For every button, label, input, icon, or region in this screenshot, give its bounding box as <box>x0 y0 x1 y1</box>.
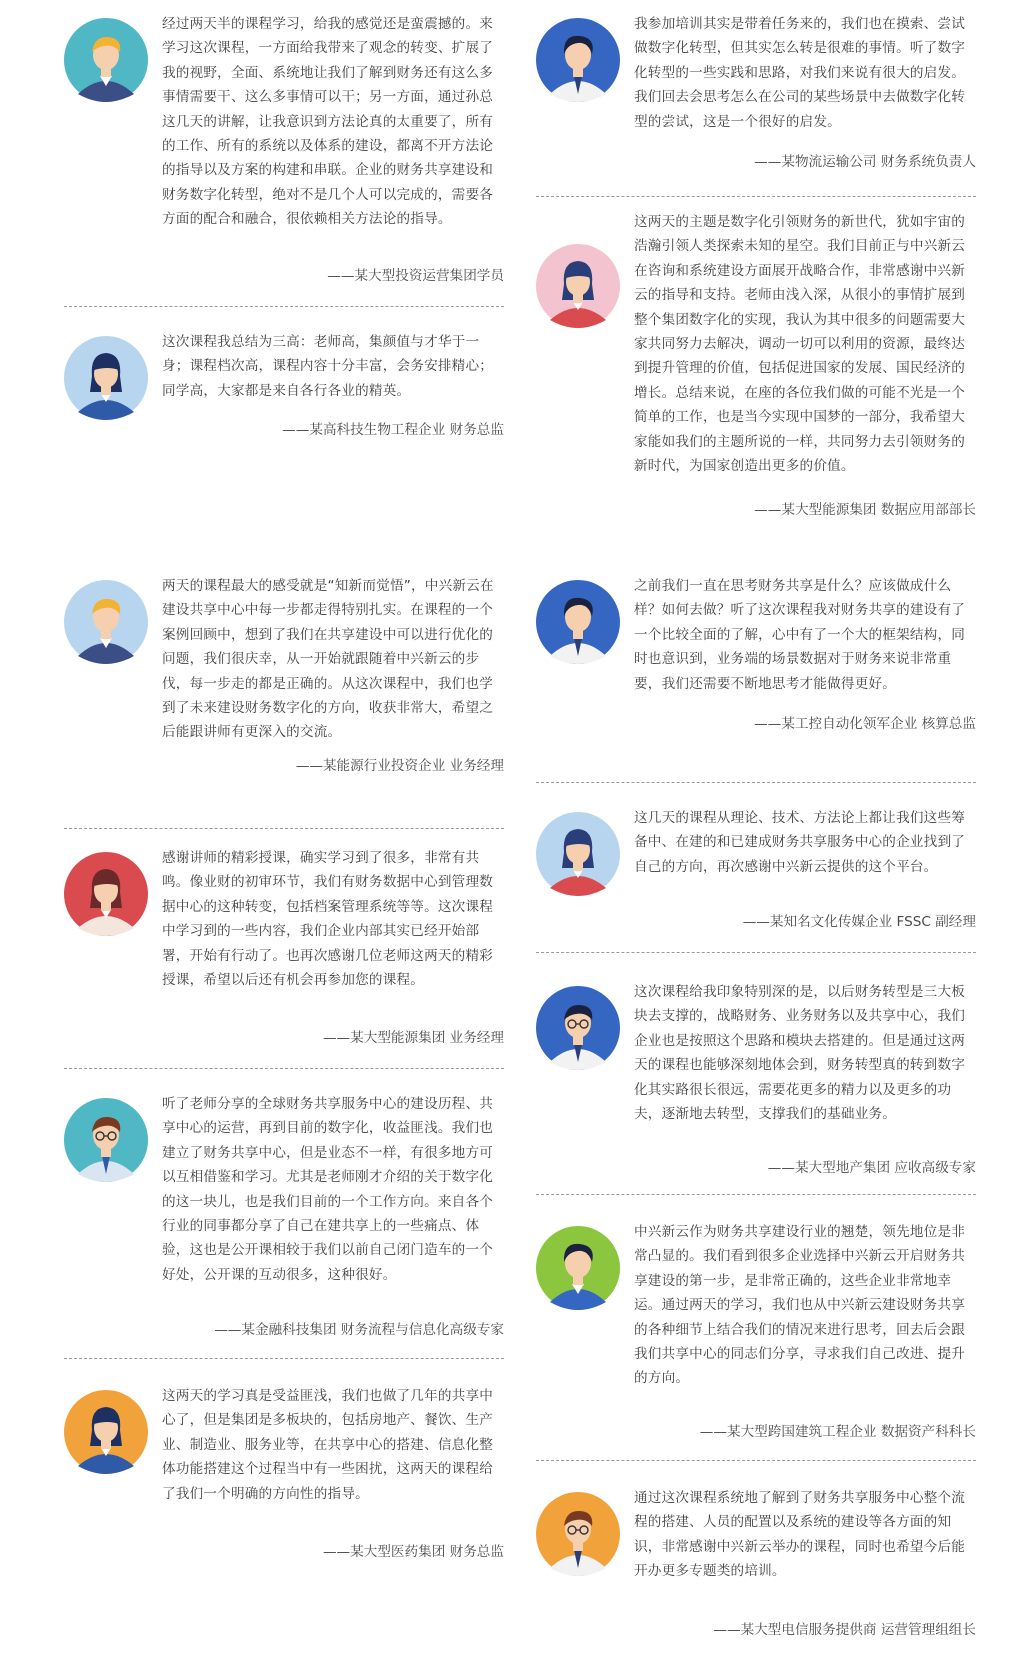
avatar-man-dark-hair-icon <box>536 18 620 102</box>
testimonial-text: 听了老师分享的全球财务共享服务中心的建设历程、共享中心的运营，再到目前的数字化，收益匪浅。我们也建立了财务共享中心，但是业态不一样，有很多地方可以互相借鉴和学习。尤其是老师刚才介绍的关于数字化的这一块儿，也是我们目前的一个工作方向。来自各个行业的同事都分享了自己在建共享上的一些痛点、体验，这也是公开课相较于我们以前自己闭门造车的一个好处，公开课的互动很多，这种很好。 <box>162 1096 494 1283</box>
testimonial-text: 这次课程给我印象特别深的是，以后财务转型是三大板块去支撑的，战略财务、业务财务以及共享中心，我们企业也是按照这个思路和模块去搭建的。但是通过这两天的课程也能够深刻地体会到，财务转型真的转到数字化其实路很长很远，需要花更多的精力以及更多的功夫，逐渐地去转型，支撑我们的基础业务。 <box>634 984 966 1123</box>
testimonial-text: 经过两天半的课程学习，给我的感觉还是蛮震撼的。来学习这次课程，一方面给我带来了观念的转变、扩展了我的视野，全面、系统地让我们了解到财务还有这么多事情需要干、这么多事情可以干；另一方面，通过孙总这几天的讲解，让我意识到方法论真的太重要了，所有的工作、所有的系统以及体系的建设，都离不开方法论的指导以及方案的构建和串联。企业的财务共享建设和财务数字化转型，绝对不是几个人可以完成的，需要各方面的配合和融合，很依赖相关方法论的指导。 <box>162 16 494 228</box>
testimonial-author: ——某物流运输公司 财务系统负责人 <box>754 154 976 170</box>
testimonial-author: ——某高科技生物工程企业 财务总监 <box>282 422 504 438</box>
avatar-woman-icon <box>64 336 148 420</box>
avatar-man-dark-hair-icon <box>536 1226 620 1310</box>
testimonial-text: 这次课程我总结为三高：老师高，集颜值与才华于一身；课程档次高，课程内容十分丰富，会务安排精心；同学高，大家都是来自各行各业的精英。 <box>162 334 494 399</box>
testimonial-author: ——某大型地产集团 应收高级专家 <box>767 1160 976 1176</box>
dashed-divider <box>536 196 976 197</box>
avatar-woman-icon <box>536 812 620 896</box>
avatar-man-glasses-icon <box>536 1492 620 1576</box>
testimonial-author: ——某大型投资运营集团学员 <box>327 268 504 284</box>
dashed-divider <box>536 782 976 783</box>
avatar-man-glasses-icon <box>536 986 620 1070</box>
dashed-divider <box>536 1194 976 1195</box>
testimonial-author: ——某大型医药集团 财务总监 <box>322 1544 504 1560</box>
dashed-divider <box>64 1068 504 1069</box>
testimonial-text: 两天的课程最大的感受就是“知新而觉悟”，中兴新云在建设共享中心中每一步都走得特别扎实。在课程的一个案例回顾中，想到了我们在共享建设中可以进行优化的问题，我们很庆幸，从一开始就跟随着中兴新云的步伐，每一步走的都是正确的。从这次课程中，我们也学到了未来建设财务数字化的方向，收获非常大，希望之后能跟讲师有更深入的交流。 <box>162 578 494 741</box>
testimonial-text: 这两天的主题是数字化引领财务的新世代，犹如宇宙的浩瀚引领人类探索未知的星空。我们目前正与中兴新云在咨询和系统建设方面展开战略合作，非常感谢中兴新云的指导和支持。老师由浅入深，从很小的事情扩展到整个集团数字化的实现，我认为其中很多的问题需要大家共同努力去解决，调动一切可以利用的资源，最终达到提升管理的价值，包括促进国家的发展、国民经济的增长。总结来说，在座的各位我们做的可能不光是一个简单的工作，也是当今实现中国梦的一部分，我希望大家能如我们的主题所说的一样，共同努力去引领财务的新时代，为国家创造出更多的价值。 <box>634 214 966 475</box>
testimonial-text: 我参加培训其实是带着任务来的，我们也在摸索、尝试做数字化转型，但其实怎么转是很难的事情。听了数字化转型的一些实践和思路，对我们来说有很大的启发。我们回去会思考怎么在公司的某些场景中去做数字化转型的尝试，这是一个很好的启发。 <box>634 16 966 130</box>
testimonial-author: ——某金融科技集团 财务流程与信息化高级专家 <box>214 1322 504 1338</box>
testimonial-text: 之前我们一直在思考财务共享是什么？应该做成什么样？如何去做？听了这次课程我对财务共享的建设有了一个比较全面的了解，心中有了一个大的框架结构，同时也意识到，业务端的场景数据对于财务来说非常重要，我们还需要不断地思考才能做得更好。 <box>634 578 966 692</box>
dashed-divider <box>64 1358 504 1359</box>
testimonial-text: 这两天的学习真是受益匪浅，我们也做了几年的共享中心了，但是集团是多板块的，包括房地产、餐饮、生产业、制造业、服务业等，在共享中心的搭建、信息化整体功能搭建这个过程当中有一些困扰，这两天的课程给了我们一个明确的方向性的指导。 <box>162 1388 494 1502</box>
avatar-woman-icon <box>64 1390 148 1474</box>
avatar-woman-icon <box>536 244 620 328</box>
avatar-man-dark-hair-icon <box>536 580 620 664</box>
avatar-man-blond-icon <box>64 18 148 102</box>
avatar-man-glasses-icon <box>64 1098 148 1182</box>
testimonial-author: ——某工控自动化领军企业 核算总监 <box>754 716 976 732</box>
dashed-divider <box>536 952 976 953</box>
testimonial-author: ——某大型电信服务提供商 运营管理组组长 <box>713 1622 976 1638</box>
dashed-divider <box>536 1460 976 1461</box>
testimonial-text: 中兴新云作为财务共享建设行业的翘楚，领先地位是非常凸显的。我们看到很多企业选择中兴新云开启财务共享建设的第一步，是非常正确的，这些企业非常地幸运。通过两天的学习，我们也从中兴新云建设财务共享的各种细节上结合我们的情况来进行思考，回去后会跟我们共享中心的同志们分享，寻求我们自己改进、提升的方向。 <box>634 1224 966 1387</box>
dashed-divider <box>64 306 504 307</box>
testimonial-author: ——某大型能源集团 数据应用部部长 <box>754 502 976 518</box>
avatar-man-blond-icon <box>64 580 148 664</box>
testimonial-text: 感谢讲师的精彩授课，确实学习到了很多，非常有共鸣。像业财的初审环节，我们有财务数据中心到管理数据中心的这种转变，包括档案管理系统等等。这次课程中学习到的一些内容，我们企业内部其实已经开始部署，开始有行动了。也再次感谢几位老师这两天的精彩授课，希望以后还有机会再参加您的课程。 <box>162 850 494 989</box>
testimonial-author: ——某大型跨国建筑工程企业 数据资产科科长 <box>699 1424 976 1440</box>
dashed-divider <box>64 828 504 829</box>
testimonial-author: ——某能源行业投资企业 业务经理 <box>295 758 504 774</box>
testimonial-author: ——某知名文化传媒企业 FSSC 副经理 <box>742 914 976 930</box>
testimonial-author: ——某大型能源集团 业务经理 <box>322 1030 504 1046</box>
testimonial-text: 通过这次课程系统地了解到了财务共享服务中心整个流程的搭建、人员的配置以及系统的建设等各方面的知识，非常感谢中兴新云举办的课程，同时也希望今后能开办更多专题类的培训。 <box>634 1490 966 1580</box>
avatar-woman-icon <box>64 852 148 936</box>
testimonial-text: 这几天的课程从理论、技术、方法论上都让我们这些筹备中、在建的和已建成财务共享服务中心的企业找到了自己的方向，再次感谢中兴新云提供的这个平台。 <box>634 810 966 875</box>
